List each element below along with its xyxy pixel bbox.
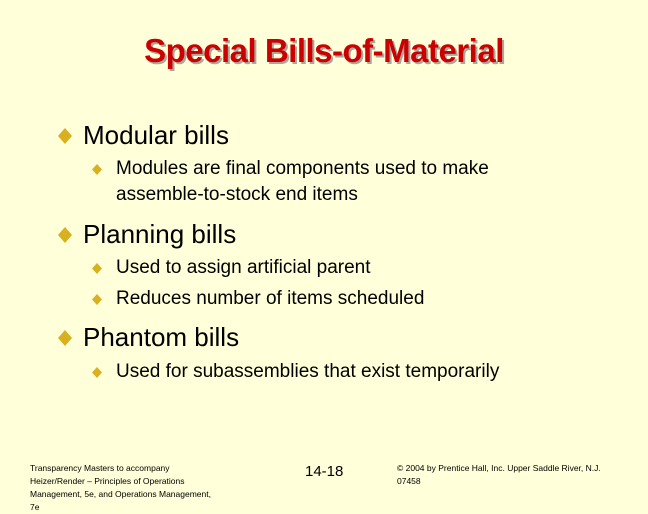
diamond-bullet-icon [58,227,72,243]
diamond-bullet-icon [58,330,72,346]
bullet-label: Planning bills [83,219,237,249]
slide-title: Special Bills-of-Material [144,32,504,69]
sub-bullet-label: Used for subassemblies that exist temporarily [116,361,500,382]
bullet-label: Phantom bills [83,322,240,352]
diamond-bullet-icon [92,294,102,305]
footer-copyright: © 2004 by Prentice Hall, Inc. Upper Saddle River, N.J. 07458 [397,463,601,486]
diamond-bullet-icon [92,367,102,378]
sub-bullet-label: Reduces number of items scheduled [116,288,425,309]
page-number: 14-18 [305,463,344,480]
sub-bullet-label: Used to assign artificial parent [116,257,371,278]
bullet-label: Modular bills [83,120,229,150]
diamond-bullet-icon [58,128,72,144]
diamond-bullet-icon [92,263,102,274]
sub-bullet-label: Modules are final components used to make assemble-to-stock end items [116,158,489,205]
footer-source-note: Transparency Masters to accompany Heizer/Render – Principles of Operations Management, 5e, and Operations Management, 7e [30,463,211,512]
diamond-bullet-icon [92,164,102,175]
